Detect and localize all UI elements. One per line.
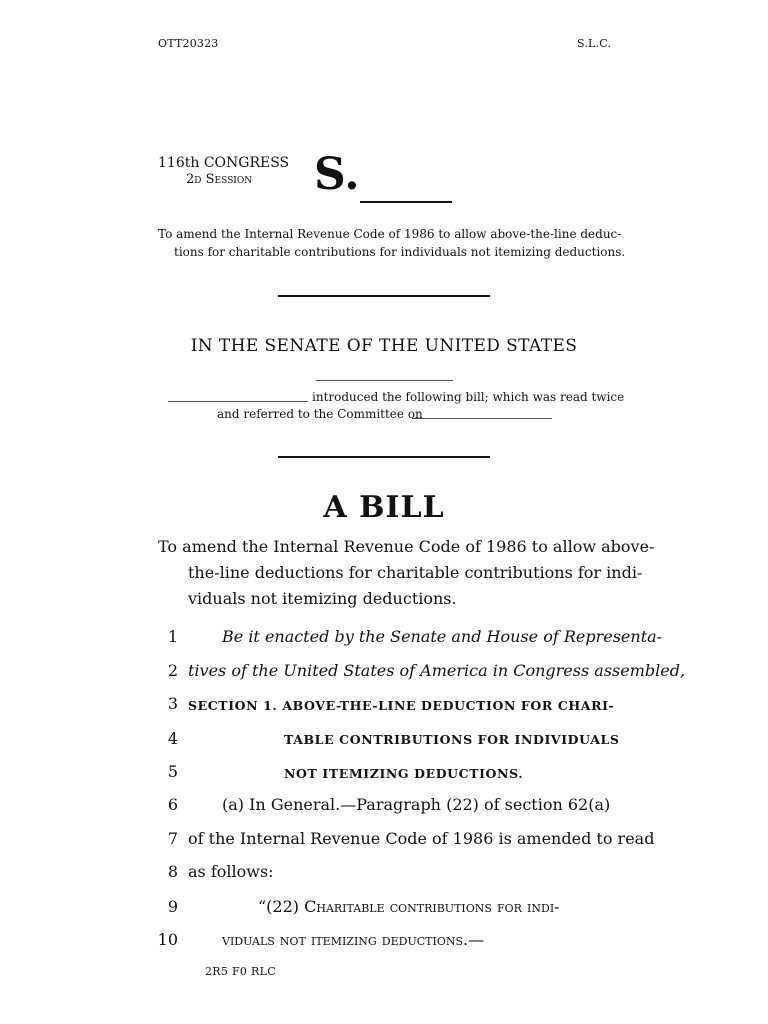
summary-title-line1: To amend the Internal Revenue Code of 1986 to allow above-the-line deduc- [158,227,622,241]
divider-bottom [278,456,490,458]
slc-marker: S.L.C. [577,37,612,50]
document-id: OTT20323 [158,37,219,50]
section-heading-line2: TABLE CONTRIBUTIONS FOR INDIVIDUALS [284,732,620,747]
bill-heading: A BILL [323,490,445,525]
senate-heading: IN THE SENATE OF THE UNITED STATES [190,336,578,356]
congress-number: 116th CONGRESS [158,155,290,171]
introduced-line2: and referred to the Committee on [217,407,423,421]
summary-title-line2: tions for charitable contributions for individuals not itemizing deductions. [174,245,626,259]
sponsor-blank-short [316,380,453,381]
subsection-a-line1: (a) In General.—Paragraph (22) of section 62(a) [222,795,611,814]
bill-prefix: S. [314,149,360,200]
long-title-line3: viduals not itemizing deductions. [188,589,457,608]
subsection-a-line2: of the Internal Revenue Code of 1986 is amended to read [188,829,655,848]
long-title-line1: To amend the Internal Revenue Code of 1986 to allow above- [158,537,655,556]
long-title-line2: the-line deductions for charitable contributions for indi- [188,563,643,582]
paragraph-22-line2: viduals not itemizing deductions.— [222,930,485,949]
sponsor-blank [168,401,308,402]
line-number: 6 [167,795,178,814]
committee-blank [412,418,552,419]
subsection-a-line3: as follows: [188,862,274,881]
line-number: 3 [167,694,178,713]
line-number: 5 [167,762,178,781]
bill-number-blank [360,201,452,203]
footer-code: 2R5 F0 RLC [205,965,276,978]
introduced-line1: introduced the following bill; which was read twice [312,390,625,404]
section-heading-line1: SECTION 1. ABOVE-THE-LINE DEDUCTION FOR CHARI- [188,698,615,713]
paragraph-22-line1: “(22) Charitable contributions for indi- [258,897,560,916]
divider-top [278,295,490,297]
line-number: 7 [167,829,178,848]
line-number: 9 [167,897,178,916]
line-number: 4 [167,729,178,748]
section-heading-line3: NOT ITEMIZING DEDUCTIONS. [284,766,524,781]
enacting-clause-line2: tives of the United States of America in Congress assembled, [188,661,686,680]
line-number: 1 [167,627,178,646]
line-number: 8 [167,862,178,881]
line-number: 10 [157,930,178,949]
enacting-clause-line1: Be it enacted by the Senate and House of Representa- [222,627,663,646]
session-label: 2d Session [186,172,253,187]
line-number: 2 [167,661,178,680]
